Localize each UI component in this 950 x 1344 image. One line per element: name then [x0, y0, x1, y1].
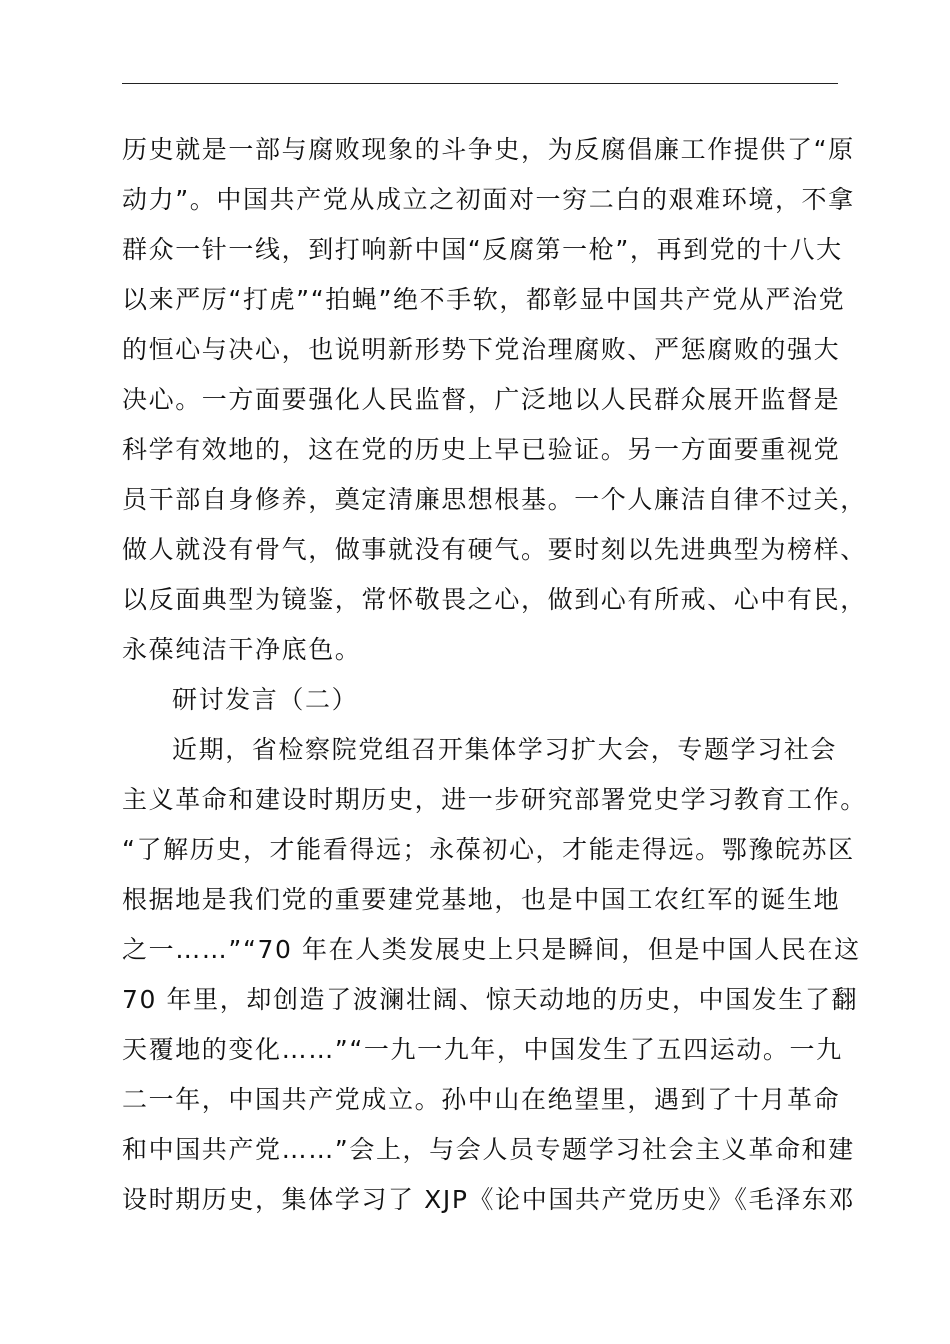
- text-line: 群众一针一线，到打响新中国“反腐第一枪”，再到党的十八大: [122, 235, 843, 264]
- text-line: 主义革命和建设时期历史，进一步研究部署党史学习教育工作。: [122, 785, 867, 814]
- text-line: 二一年，中国共产党成立。孙中山在绝望里，遇到了十月革命: [122, 1085, 841, 1114]
- text-line: 近期，省检察院党组召开集体学习扩大会，专题学习社会: [172, 735, 838, 764]
- header-rule: [122, 83, 838, 84]
- text-line: 决心。一方面要强化人民监督，广泛地以人民群众展开监督是: [122, 385, 841, 414]
- text-line: 之一……”“70 年在人类发展史上只是瞬间，但是中国人民在这: [122, 935, 861, 964]
- text-line: 以反面典型为镜鉴，常怀敬畏之心，做到心有所戒、心中有民，: [122, 585, 867, 614]
- text-line: 以来严厉“打虎”“拍蝇”绝不手软，都彰显中国共产党从严治党: [122, 285, 846, 314]
- text-line: “了解历史，才能看得远；永葆初心，才能走得远。鄂豫皖苏区: [122, 835, 855, 864]
- text-line: 永葆纯洁干净底色。: [122, 635, 362, 664]
- text-line: 天覆地的变化……”“一九一九年，中国发生了五四运动。一九: [122, 1035, 843, 1064]
- text-line: 根据地是我们党的重要建党基地，也是中国工农红军的诞生地: [122, 885, 841, 914]
- text-line: 历史就是一部与腐败现象的斗争史，为反腐倡廉工作提供了“原: [122, 135, 855, 164]
- text-line: 动力”。中国共产党从成立之初面对一穷二白的艰难环境，不拿: [122, 185, 855, 214]
- text-line: 的恒心与决心，也说明新形势下党治理腐败、严惩腐败的强大: [122, 335, 841, 364]
- text-line: 做人就没有骨气，做事就没有硬气。要时刻以先进典型为榜样、: [122, 535, 867, 564]
- section-heading: 研讨发言（二）: [172, 685, 359, 714]
- text-line: 员干部自身修养，奠定清廉思想根基。一个人廉洁自律不过关，: [122, 485, 867, 514]
- text-line: 设时期历史，集体学习了 XJP《论中国共产党历史》《毛泽东邓: [122, 1185, 856, 1214]
- text-line: 和中国共产党……”会上，与会人员专题学习社会主义革命和建: [122, 1135, 855, 1164]
- text-line: 70 年里，却创造了波澜壮阔、惊天动地的历史，中国发生了翻: [122, 985, 859, 1014]
- text-line: 科学有效地的，这在党的历史上早已验证。另一方面要重视党: [122, 435, 841, 464]
